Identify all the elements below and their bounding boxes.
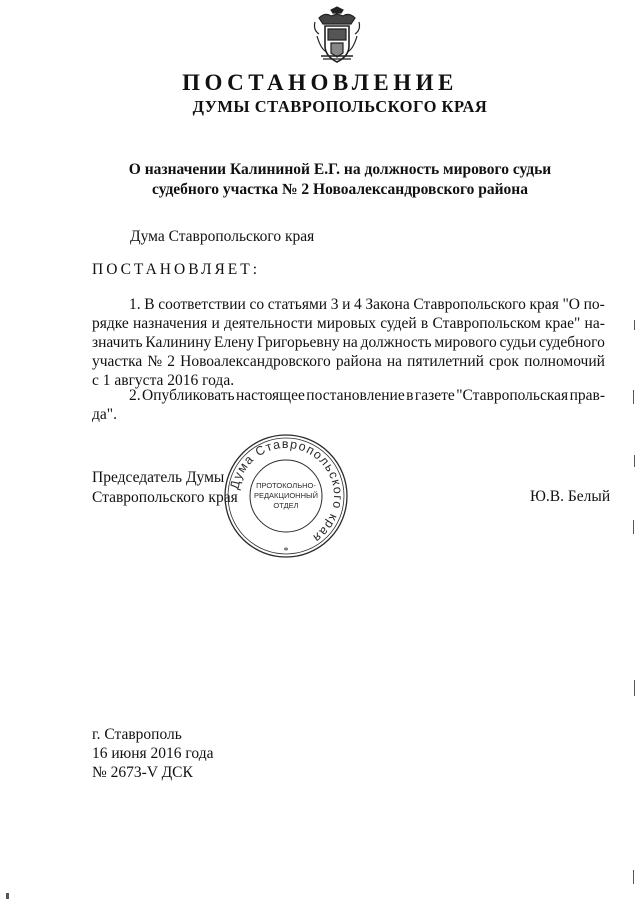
paragraph-line: значить Калинину Елену Григорьевну на должность мирового судьи судебного [92, 334, 605, 351]
subject-line: О назначении Калининой Е.Г. на должность мирового судьи [128, 161, 552, 178]
paragraph-line: с 1 августа 2016 года. [92, 372, 235, 389]
subject-line: судебного участка № 2 Новоалександровского района [152, 181, 528, 198]
paragraph-line: да". [92, 406, 117, 423]
coat-of-arms-icon [311, 6, 363, 66]
resolution-subject [0, 160, 640, 200]
position-line: Ставропольского края [92, 489, 238, 506]
signatory-name: Ю.В. Белый [530, 488, 611, 505]
paragraph-line: 1. В соответствии со статьями 3 и 4 Закона Ставропольского края "О по- [129, 296, 605, 313]
scan-artifact [634, 455, 635, 467]
document-footer [92, 725, 213, 782]
stamp-center-line: РЕДАКЦИОННЫЙ [253, 491, 319, 500]
paragraph-line: 2. Опубликовать настоящее постановление в газете "Ставропольская прав- [129, 387, 605, 404]
stamp-center-line: ПРОТОКОЛЬНО- [256, 481, 316, 490]
paragraph-2 [92, 386, 605, 424]
scan-artifact [634, 680, 635, 696]
scan-artifact [633, 520, 634, 534]
resolves-heading: ПОСТАНОВЛЯЕТ: [92, 261, 261, 278]
paragraph-line: участка № 2 Новоалександровского района на пятилетний срок полномочий [92, 353, 605, 370]
footer-number: № 2673-V ДСК [92, 764, 193, 781]
document-subtitle: ДУМЫ СТАВРОПОЛЬСКОГО КРАЯ [192, 97, 488, 116]
footer-city: г. Ставрополь [92, 726, 182, 743]
stamp-ring-text: Дума Ставропольского края [227, 436, 346, 546]
footer-date: 16 июня 2016 года [92, 745, 214, 762]
stamp-star-icon: * [283, 546, 289, 557]
signatory-position [92, 468, 238, 508]
position-line: Председатель Думы [92, 469, 225, 486]
issuing-body: Дума Ставропольского края [130, 228, 315, 245]
scan-artifact [633, 390, 634, 404]
scan-artifact [633, 870, 634, 884]
paragraph-line: рядке назначения и деятельности мировых судей в Ставропольском крае" на- [92, 315, 605, 332]
scan-artifact [6, 893, 9, 899]
official-stamp [223, 433, 349, 559]
paragraph-1 [92, 295, 605, 390]
scan-artifact [634, 320, 635, 330]
document-title: ПОСТАНОВЛЕНИЕ [182, 70, 458, 95]
stamp-center-line: ОТДЕЛ [273, 501, 299, 510]
